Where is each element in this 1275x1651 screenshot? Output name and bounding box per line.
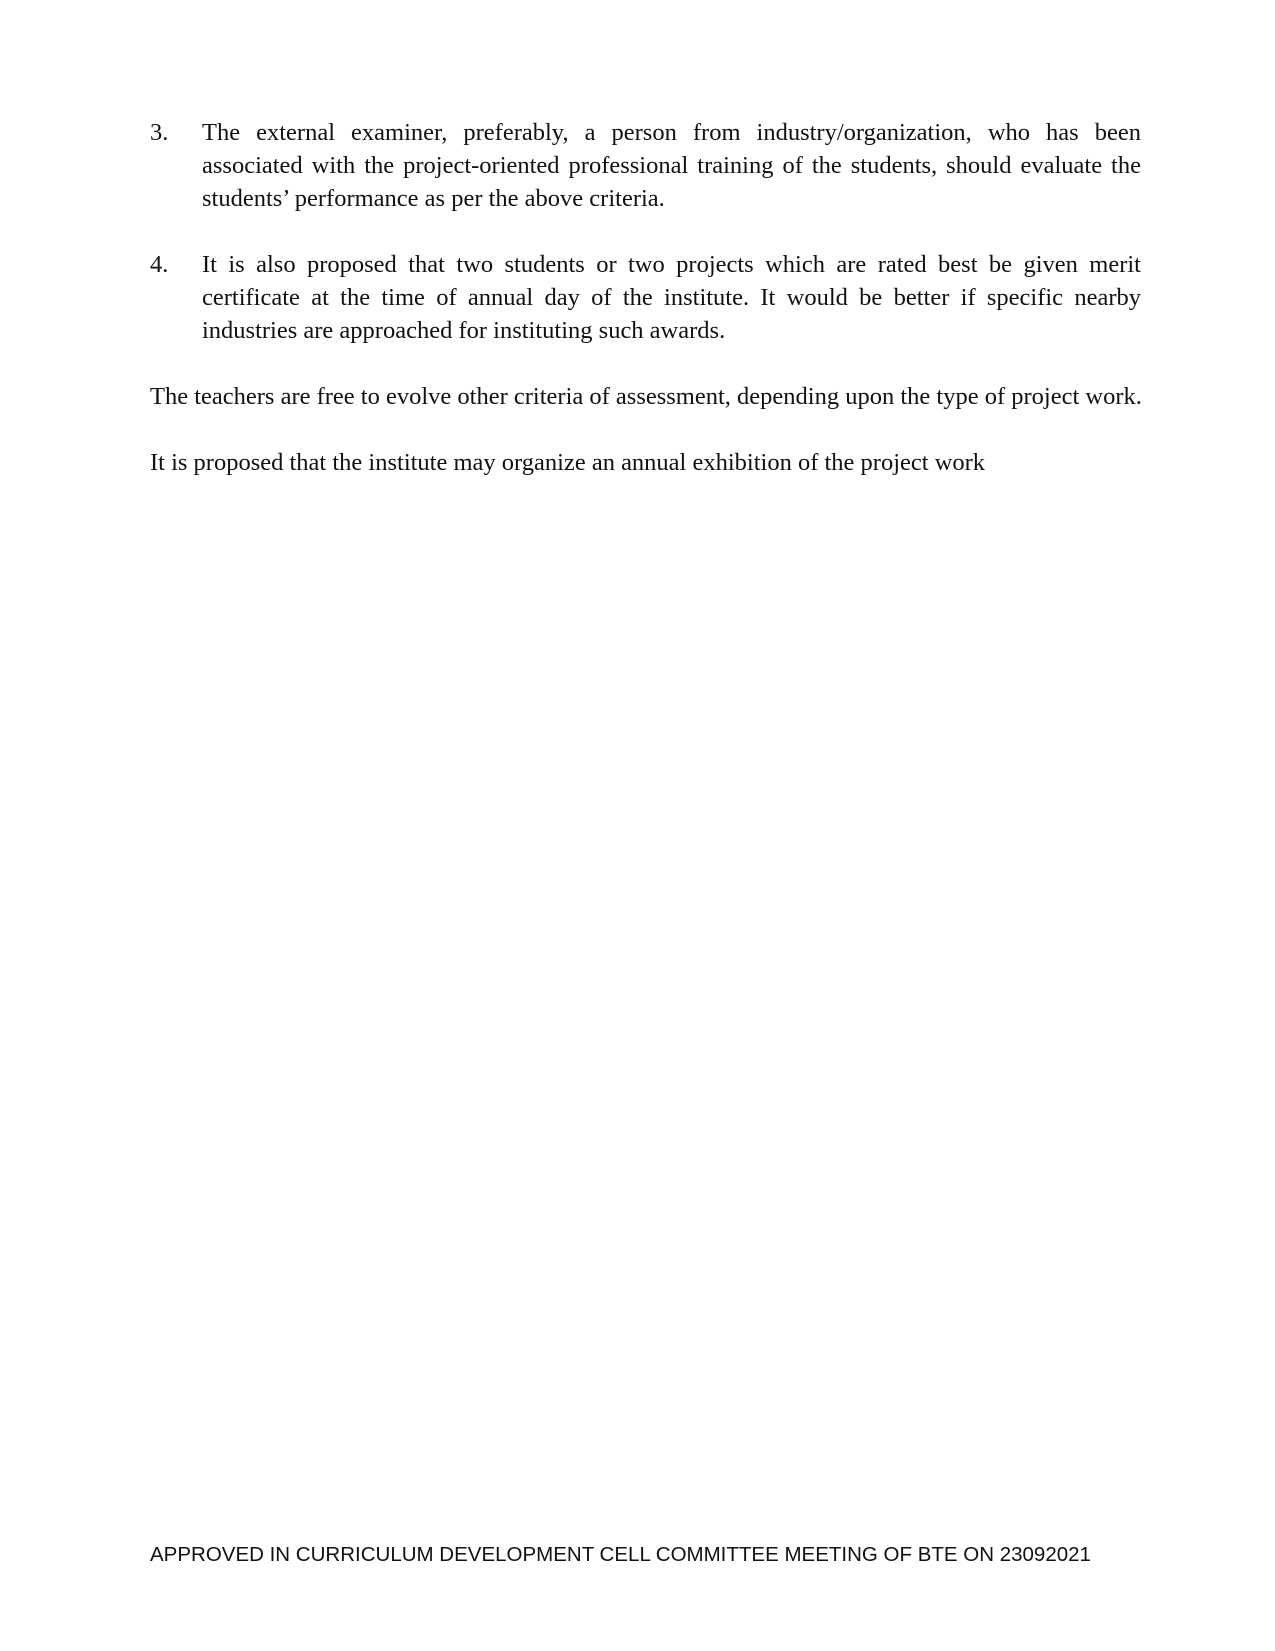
list-item-number: 3. (150, 119, 169, 146)
list-item-text: It is also proposed that two students or two projects which are rated best be given merit certificate at the time of annual day of the institute. It would be better if specific nearby industries are approached for instituting such awards. (202, 251, 1141, 344)
list-item-number: 4. (150, 251, 169, 278)
list-item (150, 248, 1141, 347)
list-item (150, 116, 1141, 215)
assessment-criteria-paragraph: The teachers are free to evolve other criteria of assessment, depending upon the type of project work. (150, 383, 1142, 410)
exhibition-paragraph: It is proposed that the institute may organize an annual exhibition of the project work (150, 449, 986, 476)
list-item-text: The external examiner, preferably, a person from industry/organization, who has been associated with the project-oriented professional training of the students, should evaluate the students’ performance as per the above criteria. (202, 119, 1141, 212)
approval-footer: APPROVED IN CURRICULUM DEVELOPMENT CELL COMMITTEE MEETING OF BTE ON 23092021 (150, 1543, 1091, 1566)
document-body (150, 116, 1141, 512)
